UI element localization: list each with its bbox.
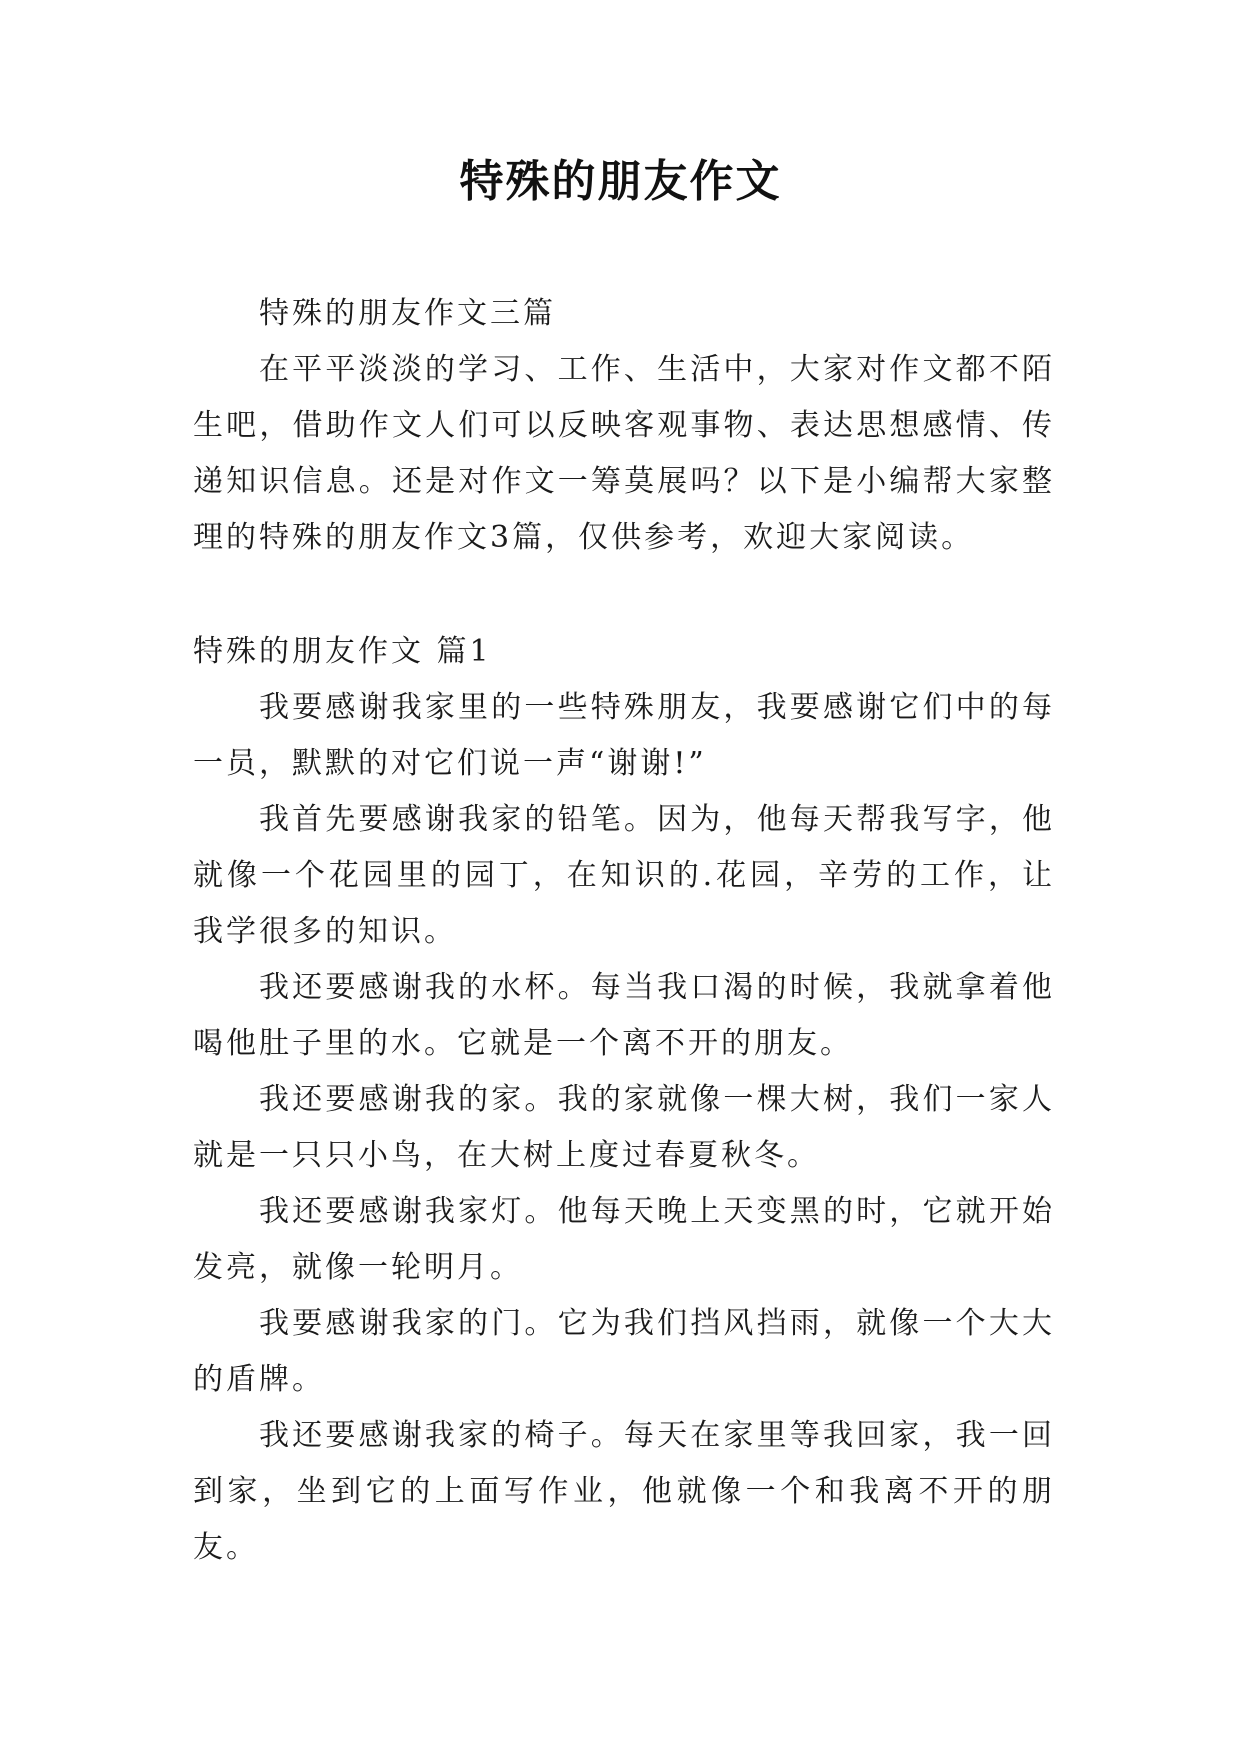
document-body (193, 286, 1055, 1576)
intro-paragraph: 在平平淡淡的学习、工作、生活中，大家对作文都不陌生吧，借助作文人们可以反映客观事物、表达思想感情、传递知识信息。还是对作文一筹莫展吗？以下是小编帮大家整理的特殊的朋友作文3篇，仅供参考，欢迎大家阅读。 (193, 352, 1055, 555)
section-heading: 特殊的朋友作文 篇1 (193, 634, 492, 669)
body-paragraph: 我还要感谢我家的椅子。每天在家里等我回家，我一回到家，坐到它的上面写作业，他就像一个和我离不开的朋友。 (193, 1418, 1055, 1565)
document-subtitle: 特殊的朋友作文三篇 (259, 296, 556, 331)
body-paragraph: 我要感谢我家的门。它为我们挡风挡雨，就像一个大大的盾牌。 (193, 1306, 1055, 1397)
body-paragraph: 我还要感谢我家灯。他每天晚上天变黑的时，它就开始发亮，就像一轮明月。 (193, 1194, 1055, 1285)
document-title: 特殊的朋友作文 (459, 156, 782, 207)
body-paragraph: 我首先要感谢我家的铅笔。因为，他每天帮我写字，他就像一个花园里的园丁，在知识的.花园，辛劳的工作，让我学很多的知识。 (193, 802, 1055, 949)
body-paragraph: 我要感谢我家里的一些特殊朋友，我要感谢它们中的每一员，默默的对它们说一声“谢谢!” (193, 690, 1055, 781)
body-paragraph: 我还要感谢我的家。我的家就像一棵大树，我们一家人就是一只只小鸟，在大树上度过春夏秋冬。 (193, 1082, 1055, 1173)
body-paragraph: 我还要感谢我的水杯。每当我口渴的时候，我就拿着他喝他肚子里的水。它就是一个离不开的朋友。 (193, 970, 1055, 1061)
